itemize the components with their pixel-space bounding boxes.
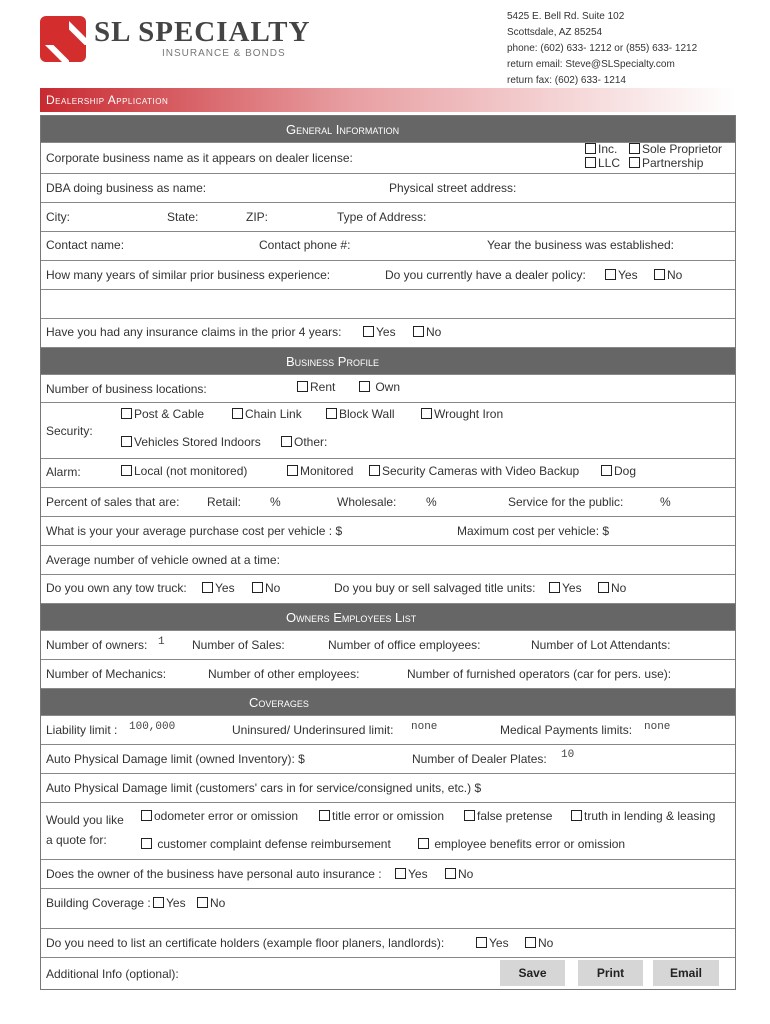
medical-value[interactable]: none xyxy=(644,721,671,733)
cert-holders-row: Do you need to list an certificate holders (example floor planers, landlords): Yes No xyxy=(41,929,735,958)
post-cable-checkbox[interactable] xyxy=(121,408,132,419)
num-sales-field[interactable]: Number of Sales: xyxy=(192,638,285,652)
dealer-plates-label: Number of Dealer Plates: xyxy=(412,752,547,766)
tow-truck-no-checkbox[interactable] xyxy=(252,582,263,593)
apd-customers-field[interactable]: Auto Physical Damage limit (customers' cars in for service/consigned units, etc.) $ xyxy=(46,781,482,795)
personal-auto-yes-checkbox[interactable] xyxy=(395,868,406,879)
zip-field[interactable]: ZIP: xyxy=(246,210,269,224)
quote-label-line1: Would you like xyxy=(46,813,124,827)
company-logo xyxy=(40,14,310,64)
quote-label-line2: a quote for: xyxy=(46,833,107,847)
apd-customers-row xyxy=(41,774,735,803)
claims-row: Have you had any insurance claims in the prior 4 years: Yes No xyxy=(41,319,735,348)
contact-fax: return fax: (602) 633- 1214 xyxy=(507,75,626,86)
street-address-field[interactable]: Physical street address: xyxy=(389,181,517,195)
sole-proprietor-checkbox[interactable] xyxy=(629,143,640,154)
state-field[interactable]: State: xyxy=(167,210,199,224)
claims-yes-checkbox[interactable] xyxy=(363,326,374,337)
tow-truck-yes-checkbox[interactable] xyxy=(202,582,213,593)
salvaged-no-checkbox[interactable] xyxy=(598,582,609,593)
alarm-label: Alarm: xyxy=(46,465,81,479)
cert-holders-no-checkbox[interactable] xyxy=(525,937,536,948)
avg-owned-row xyxy=(41,546,735,575)
city-field[interactable]: City: xyxy=(46,210,70,224)
percent-sales-row xyxy=(41,488,735,517)
security-label: Security: xyxy=(46,424,93,438)
contact-phone: phone: (602) 633- 1212 or (855) 633- 1212 xyxy=(507,43,698,54)
employee-benefits-checkbox[interactable] xyxy=(418,838,429,849)
liability-label: Liability limit : xyxy=(46,723,118,737)
liability-row xyxy=(41,716,735,745)
retail-percent: % xyxy=(270,495,281,509)
partnership-checkbox[interactable] xyxy=(629,157,640,168)
monitored-alarm-checkbox[interactable] xyxy=(287,465,298,476)
num-owners-field[interactable]: Number of owners: xyxy=(46,638,148,652)
personal-auto-row: Does the owner of the business have personal auto insurance : Yes No xyxy=(41,860,735,889)
cert-holders-yes-checkbox[interactable] xyxy=(476,937,487,948)
personal-auto-label: Does the owner of the business have personal auto insurance : xyxy=(46,867,382,881)
tow-salvage-row: Do you own any tow truck: Yes No Do you buy or sell salvaged title units: Yes No xyxy=(41,575,735,604)
blank-row[interactable] xyxy=(41,290,735,319)
contact-email: return email: Steve@SLSpecialty.com xyxy=(507,59,675,70)
logo-name: SL SPECIALTY xyxy=(94,16,311,48)
wrought-iron-checkbox[interactable] xyxy=(421,408,432,419)
application-form xyxy=(40,115,736,990)
personal-auto-no-checkbox[interactable] xyxy=(445,868,456,879)
complaint-defense-checkbox[interactable] xyxy=(141,838,152,849)
dog-checkbox[interactable] xyxy=(601,465,612,476)
false-pretense-checkbox[interactable] xyxy=(464,810,475,821)
contact-address1: 5425 E. Bell Rd. Suite 102 xyxy=(507,11,625,22)
section-header-general: General Information xyxy=(41,116,735,143)
salvaged-yes-checkbox[interactable] xyxy=(549,582,560,593)
claims-no-checkbox[interactable] xyxy=(413,326,424,337)
logo-mark-icon xyxy=(40,16,86,62)
rent-checkbox[interactable] xyxy=(297,381,308,392)
purchase-cost-row xyxy=(41,517,735,546)
owners-row xyxy=(41,631,735,660)
email-button[interactable]: Email xyxy=(653,960,719,986)
section-header-coverages: Coverages xyxy=(41,689,735,716)
wholesale-field[interactable]: Wholesale: xyxy=(337,495,397,509)
section-header-owners: Owners Employees List xyxy=(41,604,735,631)
contact-name-field[interactable]: Contact name: xyxy=(46,238,125,252)
locations-field[interactable]: Number of business locations: xyxy=(46,382,207,396)
num-furnished-field[interactable]: Number of furnished operators (car for pers. use): xyxy=(407,667,672,681)
uninsured-value[interactable]: none xyxy=(411,721,438,733)
odometer-checkbox[interactable] xyxy=(141,810,152,821)
apd-owned-row xyxy=(41,745,735,774)
wholesale-percent: % xyxy=(426,495,437,509)
truth-lending-checkbox[interactable] xyxy=(571,810,582,821)
contact-phone-field[interactable]: Contact phone #: xyxy=(259,238,351,252)
num-mechanics-field[interactable]: Number of Mechanics: xyxy=(46,667,167,681)
num-lot-field[interactable]: Number of Lot Attendants: xyxy=(531,638,671,652)
contact-address2: Scottsdale, AZ 85254 xyxy=(507,27,603,38)
save-button[interactable]: Save xyxy=(500,960,565,986)
local-alarm-checkbox[interactable] xyxy=(121,465,132,476)
cameras-checkbox[interactable] xyxy=(369,465,380,476)
inc-checkbox[interactable] xyxy=(585,143,596,154)
dealer-policy-no-checkbox[interactable] xyxy=(654,269,665,280)
contact-row xyxy=(41,232,735,261)
max-cost-field[interactable]: Maximum cost per vehicle: $ xyxy=(457,524,610,538)
num-owners-value[interactable]: 1 xyxy=(158,636,165,648)
logo-subtitle: INSURANCE & BONDS xyxy=(162,48,286,59)
tow-truck-label: Do you own any tow truck: xyxy=(46,581,187,595)
llc-checkbox[interactable] xyxy=(585,157,596,168)
years-experience-field[interactable]: How many years of similar prior business experience: xyxy=(46,268,331,282)
building-no-checkbox[interactable] xyxy=(197,897,208,908)
print-button[interactable]: Print xyxy=(578,960,643,986)
title-error-checkbox[interactable] xyxy=(319,810,330,821)
block-wall-checkbox[interactable] xyxy=(326,408,337,419)
retail-field[interactable]: Retail: xyxy=(207,495,242,509)
dealer-plates-value[interactable]: 10 xyxy=(561,749,575,761)
building-coverage-label: Building Coverage : xyxy=(46,896,151,910)
address-type-field[interactable]: Type of Address: xyxy=(337,210,427,224)
security-row: Security: Post & Cable Chain Link Block Wall Wrought Iron Vehicles Stored Indoors Other: xyxy=(41,403,735,459)
year-established-field[interactable]: Year the business was established: xyxy=(487,238,675,252)
corporate-name-label: Corporate business name as it appears on dealer license: xyxy=(46,151,353,165)
alarm-row: Alarm: Local (not monitored) Monitored Security Cameras with Video Backup Dog xyxy=(41,459,735,488)
chain-link-checkbox[interactable] xyxy=(232,408,243,419)
salvaged-label: Do you buy or sell salvaged title units: xyxy=(334,581,536,595)
section-header-business: Business Profile xyxy=(41,348,735,375)
claims-label: Have you had any insurance claims in the prior 4 years: xyxy=(46,325,342,339)
own-checkbox[interactable] xyxy=(359,381,370,392)
dba-row xyxy=(41,174,735,203)
other-security-checkbox[interactable] xyxy=(281,436,292,447)
public-service-field[interactable]: Service for the public: xyxy=(508,495,624,509)
additional-info-row xyxy=(41,958,735,989)
dealer-policy-yes-checkbox[interactable] xyxy=(605,269,616,280)
percent-sales-label: Percent of sales that are: xyxy=(46,495,180,509)
mechanics-row xyxy=(41,660,735,689)
building-coverage-row: Building Coverage : Yes No xyxy=(41,889,735,929)
page-title: Dealership Application xyxy=(40,88,736,112)
avg-owned-field[interactable]: Average number of vehicle owned at a time: xyxy=(46,553,280,567)
apd-owned-field[interactable]: Auto Physical Damage limit (owned Inventory): $ xyxy=(46,752,305,766)
corporate-name-row: Corporate business name as it appears on dealer license: Inc. Sole Proprietor LLC Partnership xyxy=(41,143,735,174)
avg-cost-field[interactable]: What is your your average purchase cost per vehicle : $ xyxy=(46,524,343,538)
dba-field[interactable]: DBA doing business as name: xyxy=(46,181,207,195)
liability-value[interactable]: 100,000 xyxy=(129,721,176,733)
experience-row: How many years of similar prior business experience: Do you currently have a dealer policy: Yes No xyxy=(41,261,735,290)
public-percent: % xyxy=(660,495,671,509)
uninsured-label: Uninsured/ Underinsured limit: xyxy=(232,723,394,737)
quote-row: Would you like a quote for: odometer error or omission title error or omission false pretense truth in lending & leasing customer complaint defense reimbursement employee benefits error or omission xyxy=(41,803,735,860)
cert-holders-label: Do you need to list an certificate holders (example floor planers, landlords): xyxy=(46,936,445,950)
dealer-policy-label: Do you currently have a dealer policy: xyxy=(385,268,586,282)
vehicles-indoors-checkbox[interactable] xyxy=(121,436,132,447)
medical-label: Medical Payments limits: xyxy=(500,723,633,737)
num-other-field[interactable]: Number of other employees: xyxy=(208,667,360,681)
building-yes-checkbox[interactable] xyxy=(153,897,164,908)
contact-block xyxy=(507,9,697,89)
locations-row: Number of business locations: Rent Own xyxy=(41,375,735,403)
num-office-field[interactable]: Number of office employees: xyxy=(328,638,481,652)
additional-info-field[interactable]: Additional Info (optional): xyxy=(46,967,179,981)
city-row xyxy=(41,203,735,232)
